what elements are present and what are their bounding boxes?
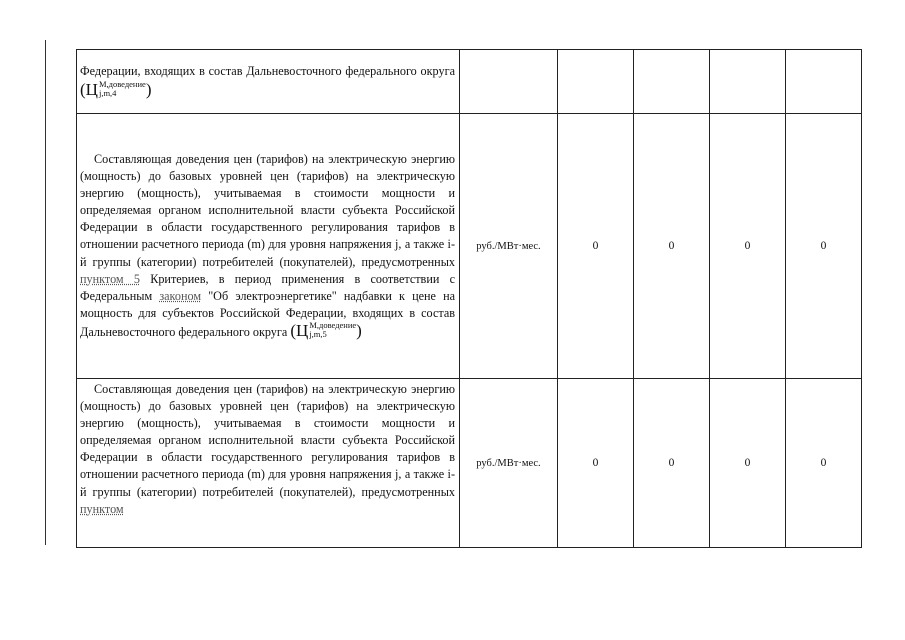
law-link[interactable]: законом <box>159 288 202 303</box>
formula-symbol: Ц <box>85 79 98 99</box>
value-cell <box>558 50 634 114</box>
description-text: Федерации, входящих в состав Дальневосточного федерального округа <box>80 64 455 79</box>
page-margin-line <box>45 40 46 545</box>
value-cell: 0 <box>786 114 862 379</box>
value-cell: 0 <box>558 379 634 548</box>
value-cell: 0 <box>634 379 710 548</box>
description-text: Критериев, в период применения в соответствии с Федеральным <box>80 271 455 303</box>
value-cell <box>786 50 862 114</box>
table-row <box>77 379 862 548</box>
formula: (Ц М,доведение j,m,4 ) <box>80 78 152 99</box>
formula-subscript: j,m,5 <box>309 329 327 340</box>
unit-cell: руб./МВт·мес. <box>460 114 558 379</box>
unit-cell <box>460 50 558 114</box>
description-cell <box>77 379 460 548</box>
formula-superscript: М,доведение <box>309 320 357 331</box>
description-text: Составляющая доведения цен (тарифов) на электрическую энергию (мощность) до базовых уровней цен (тарифов) на электрическую энергию (мощность), учитываемая в стоимости мощности и определяемая органом исполнительной власти субъекта Российской Федерации в области государственного регулирования тарифов в отношении расчетного периода (m) для уровня напряжения j, а также i-й группы (категории) потребителей (покупателей), предусмотренных <box>80 382 455 499</box>
value-cell: 0 <box>786 379 862 548</box>
description-text: "Об электроэнергетике" надбавки к цене на мощность для субъектов Российской Федерации, входящих в состав Дальневосточного федерального округа <box>80 288 456 339</box>
value-cell: 0 <box>710 114 786 379</box>
point-link[interactable]: пунктом <box>80 501 124 516</box>
value-cell <box>634 50 710 114</box>
value-cell: 0 <box>634 114 710 379</box>
description-cell <box>77 50 460 114</box>
value-cell <box>710 50 786 114</box>
formula-superscript: М,доведение <box>98 78 146 89</box>
table-row <box>77 50 862 114</box>
description-text: Составляющая доведения цен (тарифов) на электрическую энергию (мощность) до базовых уровней цен (тарифов) на электрическую энергию (мощность), учитываемая в стоимости мощности и определяемая органом исполнительной власти субъекта Российской Федерации в области государственного регулирования тарифов в отношении расчетного периода (m) для уровня напряжения j, а также i-й группы (категории) потребителей (покупателей), предусмотренных <box>80 151 455 269</box>
tariff-table <box>76 49 862 548</box>
formula: (Ц М,доведение j,m,5 ) <box>290 320 362 340</box>
formula-symbol: Ц <box>296 320 309 340</box>
point-link[interactable]: пунктом 5 <box>80 271 140 286</box>
unit-cell: руб./МВт·мес. <box>460 379 558 548</box>
value-cell: 0 <box>558 114 634 379</box>
value-cell: 0 <box>710 379 786 548</box>
table-row <box>77 114 862 379</box>
description-cell <box>77 114 460 379</box>
formula-subscript: j,m,4 <box>98 87 117 98</box>
